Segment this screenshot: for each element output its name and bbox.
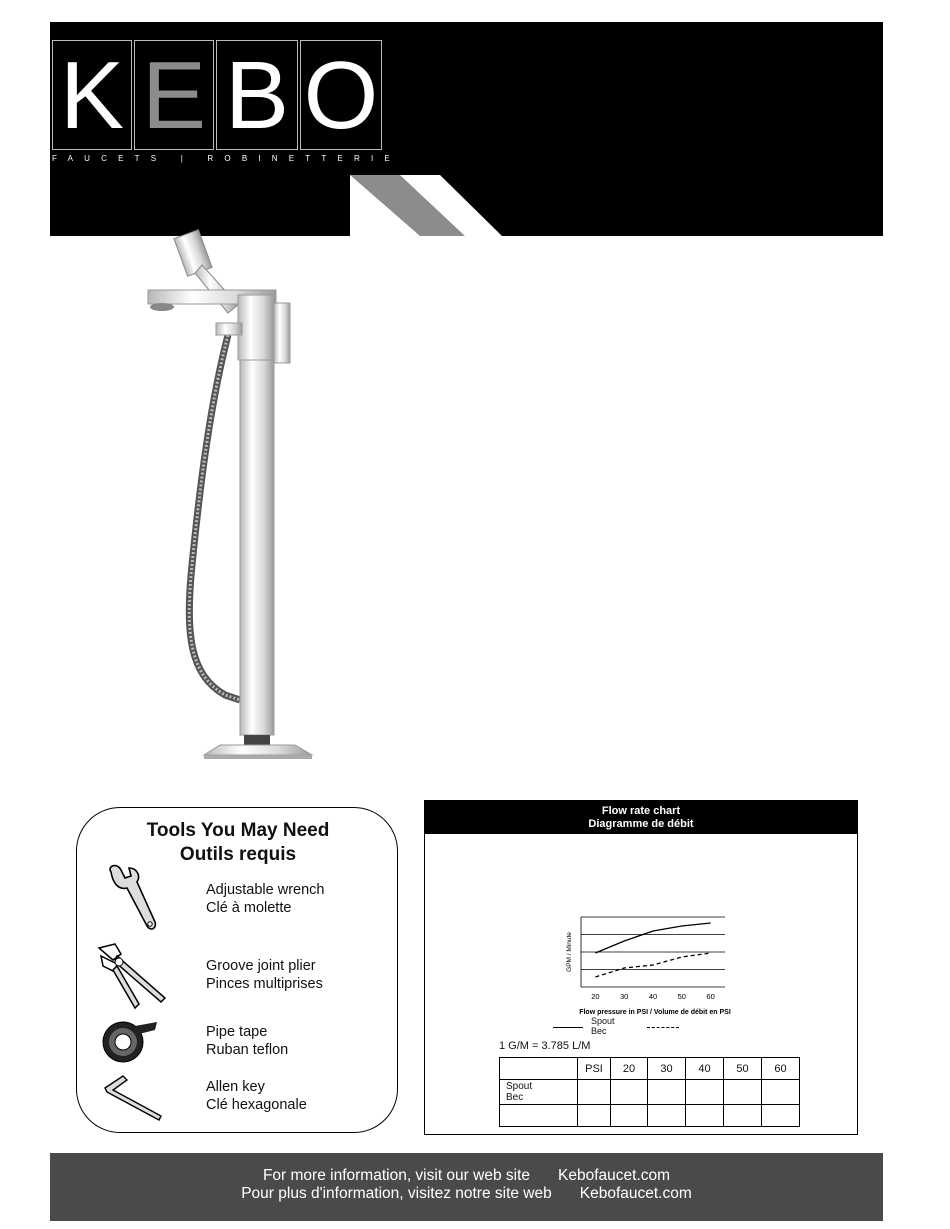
footer-text-en: For more information, visit our web site	[262, 1167, 531, 1184]
tool-label-en: Pipe tape	[206, 1024, 268, 1040]
footer-line-en	[50, 1167, 883, 1185]
chart-y-axis-label: GPM / Minute	[566, 932, 573, 972]
tool-label-en: Adjustable wrench	[206, 882, 325, 898]
flow-rate-title-en: Flow rate chart	[601, 805, 681, 817]
table-header-cell: 30	[648, 1058, 686, 1080]
tool-label-fr: Ruban teflon	[206, 1042, 289, 1058]
table-header-cell: 40	[686, 1058, 724, 1080]
tool-label-en: Groove joint plier	[206, 958, 316, 974]
tool-label-fr: Pinces multiprises	[206, 976, 323, 992]
flow-rate-title-fr: Diagramme de débit	[588, 818, 694, 830]
conversion-note: 1 G/M = 3.785 L/M	[499, 1040, 591, 1052]
kebo-logo	[52, 40, 382, 150]
footer-text-fr: Pour plus d'information, visitez notre site web	[241, 1185, 552, 1202]
table-cell	[578, 1105, 611, 1127]
logo-letter-k: K	[52, 40, 132, 150]
groove-joint-plier-icon	[95, 940, 171, 1010]
chart-x-tick-label: 60	[706, 992, 715, 1001]
legend-dashed-line	[647, 1027, 679, 1028]
chart-x-tick-label: 40	[648, 992, 658, 1001]
freestanding-tub-faucet-image	[140, 225, 320, 770]
table-cell	[762, 1080, 800, 1105]
tool-label-fr: Clé hexagonale	[206, 1097, 307, 1113]
pipe-tape-icon	[101, 1016, 161, 1064]
table-header-cell: PSI	[578, 1058, 611, 1080]
table-cell	[500, 1105, 578, 1127]
chart-x-tick-label: 20	[591, 992, 600, 1001]
row-label-fr: Bec	[506, 1092, 524, 1103]
row-label-en: Spout	[506, 1081, 533, 1092]
allen-key-icon	[103, 1074, 165, 1124]
adjustable-wrench-icon	[103, 864, 163, 936]
table-row	[500, 1105, 800, 1127]
table-corner-cell	[500, 1058, 578, 1080]
footer-bar	[50, 1153, 883, 1221]
tool-label-fr: Clé à molette	[206, 900, 292, 916]
legend-spout-fr: Bec	[591, 1026, 607, 1036]
table-cell	[648, 1105, 686, 1127]
flow-rate-header	[425, 801, 857, 834]
flow-rate-chart	[555, 909, 735, 1021]
flow-rate-table	[499, 1057, 800, 1127]
table-header-cell: 50	[724, 1058, 762, 1080]
tools-title-en: Tools You May Need	[146, 820, 330, 841]
table-cell	[724, 1080, 762, 1105]
logo-letter-e: E	[134, 40, 214, 150]
chart-x-axis-label: Flow pressure in PSI / Volume de débit en PSI	[579, 1009, 731, 1016]
chart-series-line-2	[595, 953, 710, 977]
table-header-row	[500, 1058, 800, 1080]
chart-x-tick-label: 50	[677, 992, 686, 1001]
logo-letter-b: B	[216, 40, 298, 150]
chart-x-tick-label: 30	[620, 992, 629, 1001]
table-cell	[762, 1105, 800, 1127]
tool-label-en: Allen key	[206, 1079, 265, 1095]
table-cell	[611, 1105, 648, 1127]
tool-label-groove-joint-plier	[206, 957, 323, 993]
footer-website-link-en[interactable]: Kebofaucet.com	[558, 1167, 671, 1184]
chart-series-line-1	[595, 923, 710, 953]
tools-title-fr: Outils requis	[179, 844, 297, 865]
footer-website-link-fr[interactable]: Kebofaucet.com	[579, 1185, 692, 1202]
table-header-cell: 20	[611, 1058, 648, 1080]
table-row	[500, 1080, 800, 1105]
flow-rate-panel	[424, 800, 858, 1135]
logo-letter-o: O	[300, 40, 382, 150]
logo-tagline: FAUCETS | ROBINETTERIE	[52, 154, 401, 163]
table-cell	[648, 1080, 686, 1105]
table-cell	[611, 1080, 648, 1105]
tool-label-adjustable-wrench	[206, 881, 325, 917]
footer-line-fr	[50, 1185, 883, 1203]
table-row-label	[500, 1080, 578, 1105]
table-header-cell: 60	[762, 1058, 800, 1080]
legend-spout-en: Spout	[591, 1016, 615, 1026]
tools-you-may-need-panel	[76, 807, 398, 1133]
tool-label-allen-key	[206, 1078, 307, 1114]
table-cell	[686, 1080, 724, 1105]
tool-label-pipe-tape	[206, 1023, 288, 1059]
table-cell	[686, 1105, 724, 1127]
legend-solid-line	[553, 1027, 583, 1028]
table-cell	[578, 1080, 611, 1105]
table-cell	[724, 1105, 762, 1127]
